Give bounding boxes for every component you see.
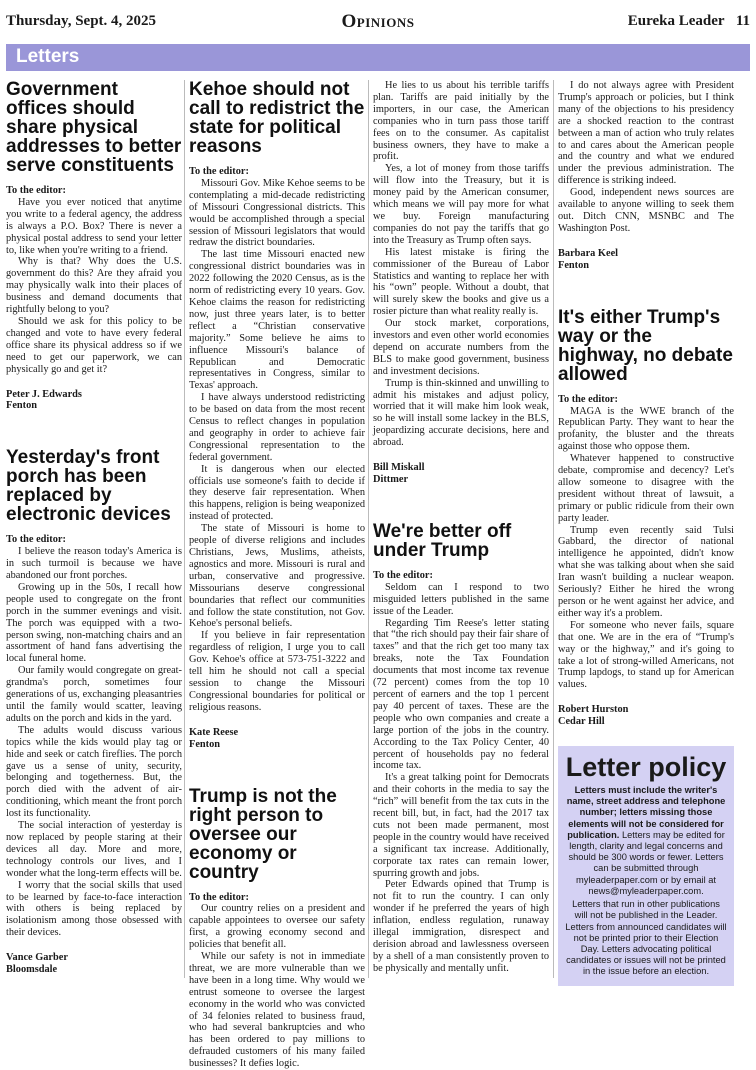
- letter-paragraph: While our safety is not in immediate threat, we are more vulnerable than we have been in a long time. Why would we entrust someone to oversee the largest economy in the world who was convicted of 34 felonies related to business fraud, who had several bankruptcies and who has been ordered to pay millions to defrauded customers of his many failed businesses? It defies logic.: [189, 951, 365, 1070]
- letter-author: Bill Miskall: [373, 462, 549, 474]
- letters-band: [6, 44, 750, 71]
- letter-author: Vance Garber: [6, 952, 182, 964]
- letter-paragraph: The last time Missouri enacted new congressional district boundaries was in 2022 following the 2020 Census, as is the norm of redistricting every 10 years. Gov. Kehoe claims the reason for redistricting now, just three years later, is to better reflect a “Christian conservative majority.” Some believe he aims to influence Missouri's balance of Republican and Democratic representatives in Congress, similar to Texas' approach.: [189, 249, 365, 392]
- letter-paragraph: Good, independent news sources are available to anyone willing to seek them out. Ditch CNN, MSNBC and The Washington Post.: [558, 187, 734, 235]
- letter-town: Cedar Hill: [558, 716, 734, 728]
- letter-paragraph: For someone who never fails, square that one. We are in the era of “Trump's way or the highway,” and it's going to take a lot of strong-willed Americans, not Trump lapdogs, to stand up for American values.: [558, 620, 734, 691]
- letter-paragraph: I believe the reason today's America is in such turmoil is because we have abandoned our front porches.: [6, 546, 182, 582]
- letter-town: Fenton: [558, 260, 734, 272]
- letter-paragraph: Have you ever noticed that anytime you write to a federal agency, the address is always a P.O. Box? There is never a physical postal address to send your letter to, like when you're writing to a friend.: [6, 197, 182, 257]
- letter: [6, 448, 182, 976]
- letter-paragraph: I worry that the social skills that used to be learned by face-to-face interaction with others is being replaced by isolationism among those obsessed with their devices.: [6, 880, 182, 940]
- letter-paragraph: It is dangerous when our elected officials use someone's faith to decide if they deserve fair representation. When this happens, religion is being weaponized instead of protected.: [189, 464, 365, 524]
- page-number: 11: [736, 13, 750, 29]
- letter-paragraph: If you believe in fair representation regardless of religion, I urge you to call Gov. Kehoe's office at 573-751-3222 and tell him he should not call a special session to change the Missouri Congressional boundaries for political or religious reasons.: [189, 630, 365, 713]
- column-4: [558, 80, 734, 986]
- issue-date: Thursday, Sept. 4, 2025: [6, 13, 156, 30]
- letter: [558, 308, 734, 728]
- letter-town: Bloomsdale: [6, 964, 182, 976]
- letter-policy-requirements: Letters must include the writer's name, street address and telephone number; letters missing those elements will not be considered for publication.: [567, 785, 726, 840]
- column-3: [373, 80, 549, 975]
- letter-paragraph: Our stock market, corporations, investors and even other world economies depend on accurate numbers from the BLS to make good government, business and investment decisions.: [373, 318, 549, 378]
- letter-paragraph: Whatever happened to constructive debate, compromise and decency? Let's allow someone to disagree with the president without threat of lawsuit, a primary or public ridicule from their own party leader.: [558, 453, 734, 524]
- letter-policy-text: [565, 785, 727, 897]
- letter: [189, 80, 365, 751]
- letter-salutation: To the editor:: [6, 185, 182, 197]
- letter-paragraph: The adults would discuss various topics while the kids would play tag or hide and seek or catch fireflies. The porch gave us a sense of unity, security, belonging and togetherness. But, the porch died with the advent of air-conditioning, which meant the front porch lost its functionality.: [6, 725, 182, 820]
- page-header: [6, 6, 750, 34]
- letter-salutation: To the editor:: [189, 892, 365, 904]
- letter-paragraph: Yes, a lot of money from those tariffs will flow into the Treasury, but it is money paid by the American consumer, which means we will pay more for what we buy. Foreign manufacturing companies do not pay the tariffs that go into the Treasury as Trump often says.: [373, 163, 549, 246]
- letter-paragraph: Peter Edwards opined that Trump is not fit to run the country. I can only wonder if he preferred the years of high inflation, endless regulation, runaway illegal immigration, disrespect and derision abroad and lawlessness overseen by a shell of a man consistently proven to be physically and mentally unfit.: [373, 879, 549, 974]
- paper-name-page: [628, 13, 750, 30]
- letter-paragraph: He lies to us about his terrible tariffs plan. Tariffs are paid initially by the importers, in our case, the American companies who in turn pass those tariff fees on to the consumer. As capitalist business owners, they have to make a profit.: [373, 80, 549, 163]
- letter-paragraph: It's a great talking point for Democrats and their cohorts in the media to say the “rich” will benefit from the tax cuts in the recent bill, but, in fact, had the 2017 tax cuts not been made permanent, most people in the country would have received a significant tax increase. Additionally, corporate tax rates can remain lower, spurring growth and jobs.: [373, 772, 549, 879]
- letter-paragraph: Why is that? Why does the U.S. government do this? Are they afraid you may physically walk into their places of business and demand documents that rightfully belong to you?: [6, 256, 182, 316]
- column-2: [189, 80, 365, 1070]
- letter-policy-restrictions: Letters that run in other publications will not be published in the Leader. Letters from announced candidates will not be printed prior to their Election Day. Letters advocating political candidates or issues will not be printed in the issue before an election.: [565, 899, 727, 977]
- letter-town: Fenton: [189, 739, 365, 751]
- letter-continued: [558, 80, 734, 272]
- letter-paragraph: Regarding Tim Reese's letter stating that “the rich should pay their fair share of taxes” and that the rich get too many tax breaks, note the Tax Foundation documents that most income tax revenue (72 percent) comes from the top 10 percent of earners and the top 1 percent pay 40 percent of taxes. These are the people who own companies and create a large portion of the jobs in the country. According to the Tax Policy Center, 40 percent of households pay no federal income tax.: [373, 618, 549, 773]
- letter-paragraph: Our family would congregate on great-grandma's porch, sometimes four generations of us, exchanging pleasantries until the family would scatter, leaving adults on the porch and kids in the yard.: [6, 665, 182, 725]
- letter-paragraph: Should we ask for this policy to be changed and vote to have every federal office share its physical address so if we need to get our paperwork, we can physically go and get it?: [6, 316, 182, 376]
- letter-town: Fenton: [6, 400, 182, 412]
- letter-policy-details: Letters may be edited for length, clarity and legal concerns and should be 300 words or fewer. Letters can be submitted through myleaderpaper.com or by email at news@myleaderpaper.com.: [568, 830, 724, 896]
- letter-headline: We're better off under Trump: [373, 522, 549, 560]
- letter-headline: Yesterday's front porch has been replaced by electronic devices: [6, 448, 182, 524]
- letters-band-label: Letters: [16, 46, 79, 68]
- letter-continued: [373, 80, 549, 486]
- letter-paragraph: The social interaction of yesterday is now replaced by people staring at their devices all day. More and more, technology controls our lives, and I wonder what the long-term effects will be.: [6, 820, 182, 880]
- letter-author: Peter J. Edwards: [6, 389, 182, 401]
- letter: [6, 80, 182, 412]
- letter-paragraph: MAGA is the WWE branch of the Republican Party. They want to hear the profanity, the bluster and the threats against those who oppose them.: [558, 406, 734, 454]
- letter-salutation: To the editor:: [189, 166, 365, 178]
- letter-salutation: To the editor:: [373, 570, 549, 582]
- letter-policy-title: Letter policy: [565, 752, 727, 782]
- letter-paragraph: Trump is thin-skinned and unwilling to admit his mistakes and adjust policy, worried that it will make him look weak, so he will install some lackey in the BLS, jeopardizing accurate decisions, here and abroad.: [373, 378, 549, 449]
- letter-paragraph: Missouri Gov. Mike Kehoe seems to be contemplating a mid-decade redistricting of Missouri Congressional districts. This would be accomplished through a special session of Missouri legislators that would redraw the district boundaries.: [189, 178, 365, 249]
- letter-town: Dittmer: [373, 474, 549, 486]
- column-1: [6, 80, 182, 976]
- letter-headline: Government offices should share physical addresses to better serve constituents: [6, 80, 182, 175]
- letter-headline: Kehoe should not call to redistrict the state for political reasons: [189, 80, 365, 156]
- letter-paragraph: Trump even recently said Tulsi Gabbard, the director of national intelligence he appointed, didn't know what she was talking about when she said Iran wasn't building a nuclear weapon. Seriously? Either he hired the wrong person or he went against her advice, and either way it's a problem.: [558, 525, 734, 620]
- letter-author: Robert Hurston: [558, 704, 734, 716]
- letter-headline: It's either Trump's way or the highway, no debate allowed: [558, 308, 734, 384]
- letter-paragraph: Seldom can I respond to two misguided letters published in the same issue of the Leader.: [373, 582, 549, 618]
- letter-paragraph: Growing up in the 50s, I recall how people used to congregate on the front porch in the summer evenings and visit. The porch was equipped with a two-person swing, non-matching chairs and an assortment of hand fans advertising the local funeral home.: [6, 582, 182, 665]
- letter-paragraph: I have always understood redistricting to be based on data from the most recent Census to reflect changes in population and geography in order to achieve fair Congressional representation to the federal government.: [189, 392, 365, 463]
- letter-salutation: To the editor:: [6, 534, 182, 546]
- letter-author: Barbara Keel: [558, 248, 734, 260]
- letter-salutation: To the editor:: [558, 394, 734, 406]
- letter: [189, 787, 365, 1070]
- letter-headline: Trump is not the right person to oversee our economy or country: [189, 787, 365, 882]
- letter: [373, 522, 549, 975]
- letter-paragraph: His latest mistake is firing the commissioner of the Bureau of Labor Statistics and wanting to replace her with his “own” people. Without a doubt, that will surely skew the books and give us a rosier picture than what reality really is.: [373, 247, 549, 318]
- letter-author: Kate Reese: [189, 727, 365, 739]
- letter-paragraph: Our country relies on a president and capable appointees to oversee our safety first, a growing economy second and policies that benefit all.: [189, 903, 365, 951]
- section-name: Opinions: [6, 11, 750, 33]
- letter-paragraph: The state of Missouri is home to people of diverse religions and includes Christians, Jews, Muslims, atheists, agnostics and more. Missouri is rural and urban, conservative and progressive. Missourians deserve congressional boundaries that reflect our communities and follow the state constitution, not Gov. Kehoe's personal beliefs.: [189, 523, 365, 630]
- letter-policy-box: [558, 746, 734, 985]
- letter-paragraph: I do not always agree with President Trump's approach or policies, but I think many of the objections to his presidency are a shocked reaction to the contrast between a man of action who truly relates to and cares about the American people and the country and what we endured under the previous administration. The difference is striking indeed.: [558, 80, 734, 187]
- paper-name: Eureka Leader: [628, 13, 725, 29]
